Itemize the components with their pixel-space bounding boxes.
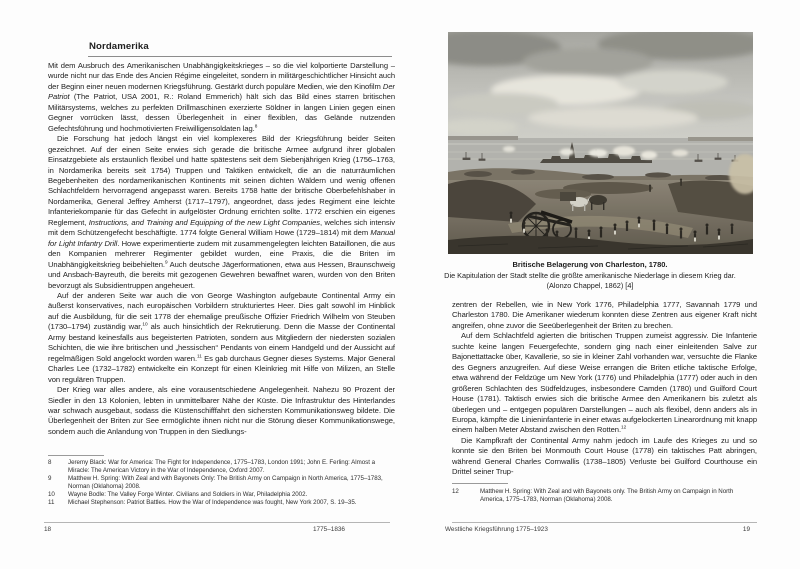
figure-caption-credit: (Alonzo Chappel, 1862) [4] — [546, 281, 634, 291]
chapter-heading: Nordamerika — [89, 41, 149, 52]
figure-caption-text: Die Kapitulation der Stadt stellte die größte amerikanische Niederlage in diesem Krieg dar. — [444, 270, 736, 280]
left-footnotes — [48, 459, 395, 507]
footnote: 9 Matthew H. Spring: With Zeal and with Bayonets Only: The British Army on Campaign in North America, 1775–1783, Norman (Oklahoma) 2008. — [48, 475, 383, 490]
running-title-right: Westliche Kriegsführung 1775–1923 — [445, 526, 548, 533]
left-body-text — [48, 61, 395, 455]
running-title-left: 1775–1836 — [313, 526, 345, 533]
footnote: 12 Matthew H. Spring: With Zeal and with Bayonets only. The British Army on Campaign in North America, 1775–1783, Norman (Oklahoma) 2008. — [452, 488, 734, 503]
figure-caption — [423, 260, 757, 292]
paragraph: Auf dem Schlachtfeld agierten die britischen Truppen zumeist aggressiv. Die Infanterie suchte keine langen Feuergefechte, sondern ging nach einer einleitenden Salve zur Bajonettattacke über, Kavallerie, so sie in kleiner Zahl vorhanden war, versuchte die Flanke des Gegners anzugreifen. Auf diese Weise errangen die Briten etliche taktische Erfolge, etwa während der Feldzüge um New York (1776) und Philadelphia (1777) oder auch in den größeren Schlachten des Südfeldzuges, insbesondere Camden (1780) und Guilford Court House (1781). Taktisch erwies sich die britische Armee den Amerikanern bis zuletzt als überlegen und – entgegen populären Darstellungen – auch als flexibel, denn anders als in Europa, kämpfte die Linieninfanterie in einer etwas aufgelockerten Linearordnung mit knapp einem halben Meter Abstand zwischen den Rotten.$^{12}$ — [452, 331, 757, 435]
footnote-separator-right — [452, 483, 508, 484]
heading-rule — [88, 56, 392, 57]
battle-painting — [448, 32, 753, 254]
right-footnotes — [452, 488, 757, 504]
paragraph: Der Krieg war alles andere, als eine vorausentschiedene Angelegenheit. Nahezu 90 Prozent der Siedler in den 13 Kolonien, lebten in unmittelbarer Nähe der Küste. Die Infrastruktur des Hinterlandes war schwach ausgebaut, sodass die Küstenschifffahrt den sichersten Kommunikationsweg bildete. Die Überlegenheit der Briten zur See ermöglichte ihnen nicht nur die Störung dieser Kommunikationswege, sondern auch die Anlandung von Truppen in den Siedlungs- — [48, 385, 395, 436]
page-number-left: 18 — [44, 526, 52, 533]
figure — [448, 32, 753, 254]
paragraph: Auf der anderen Seite war auch die von George Washington aufgebaute Continental Army ein äußerst konservatives, nach europäischen Vorbildern strukturiertes Heer. Dies galt sowohl im Hinblick auf die Ausbildung, für die seit 1778 der ehemalige preußische Offizier Friedrich Wilhelm von Steuben (1730–1794) zuständig war,$^{10}$ als auch hinsichtlich der Rekrutierung. Denn die Masse der Continental Army bestand keinesfalls aus begeisterten Patrioten, sondern aus Mitgliedern der niedersten sozialen Schichten, die wie ihre britischen und „hessischen“ Pendants von einem Handgeld und der Aussicht auf regelmäßigen Sold angelockt worden waren.$^{11}$ Es gab durchaus Gegner dieses Systems. Major General Charles Lee (1732–1782) entwickelte ein Konzept für einen Kleinkrieg mit Hilfe von Milizen, an Stelle von regulären Truppen. — [48, 290, 395, 384]
page-number-right: 19 — [742, 526, 750, 533]
footnote: 8 Jeremy Black: War for America: The Fight for Independence, 1775–1783, London 1991; John E. Ferling: Almost a Miracle: The American Victory in the War of Independence, Oxford 2007. — [48, 459, 375, 474]
footer-rule-right — [452, 522, 757, 523]
paragraph: Die Forschung hat jedoch längst ein viel komplexeres Bild der Kriegsführung beider Seiten gezeichnet. Auf der einen Seite erwies sich gerade die britische Armee aufgrund ihrer globalen Einsatzgebiete als erstaunlich flexibel und hatte spätestens seit dem Siebenjährigen Krieg (1756–1763, in Nordamerika bereits seit 1754) Truppen und Taktiken entwickelt, die an die naturräumlichen Begebenheiten des nordamerikanischen Kontinents mit seinen dichten Wäldern und wenig offenen Schlachtfeldern hervorragend angepasst waren. Bereits 1758 hatte der britische Oberbefehlshaber in Nordamerika, General Jeffrey Amherst (1717–1797), angeordnet, dass jedes Regiment eine leichte Infanteriekompanie für das Gefecht in aufgelöster Ordnung errichten sollte. 1772 erschien ein eigenes Reglement, Instructions, and Training and Equipping of the new Light Companies, welches sich intensiv mit dem Schützengefecht beschäftigte. 1774 folgte General William Howe (1729–1814) mit dem Manual for Light Infantry Drill. Howe experimentierte zudem mit zusammengelegten leichten Bataillonen, die aus den Kompanien mehrerer Regimenter gebildet wurden, eine Praxis, die die Briten im Unabhängigkeitskrieg beibehielten.$^9$ Auch deutsche Jägerformationen, etwa aus Hessen, Braunschweig und Ansbach-Bayreuth, die bereits mit gezogenen Gewehren bewaffnet waren, wurden von den Briten bevorzugt als Subsidientruppen angeheuert. — [48, 134, 395, 290]
footnote: 11 Michael Stephenson: Patriot Battles. How the War of Independence was fought, New York 2007, S. 19–35. — [48, 499, 357, 506]
footnote: 10 Wayne Bodle: The Valley Forge Winter. Civilians and Soldiers in War, Philadelphia 2002. — [48, 491, 308, 498]
paragraph: Mit dem Ausbruch des Amerikanischen Unabhängigkeitskrieges – so die viel kolportierte Darstellung – wurde nicht nur das Ende des Ancien Régime eingeleitet, sondern in militärgeschichtlicher Hinsicht auch der Beginn einer neuen modernen Kriegsführung. Gestärkt durch populäre Medien, wie den Kinofilm Der Patriot (The Patriot, USA 2001, R.: Roland Emmerich) hält sich das Bild eines starren britischen Militärsystems, welches zu perfekten Drillmaschinen exerzierte Söldner in langen Linien gegen einen Gegner vorrücken lässt, dessen Überlegenheit in einer flexiblen, das Gelände nutzenden Gefechtsführung und hochmotivierten Freiwilligensoldaten lag.$^8$ — [48, 61, 395, 133]
paragraph: Die Kampfkraft der Continental Army nahm jedoch im Laufe des Krieges zu und so konnte sie den Briten bei Monmouth Court House (1778) ein taktisches Patt abringen, während General Charles Cornwallis (1738–1805) Verluste bei Guilford Courthouse ein Drittel seiner Trup- — [452, 435, 757, 477]
paragraph: zentren der Rebellen, wie in New York 1776, Philadelphia 1777, Savannah 1779 und Charleston 1780. Die Amerikaner wiederum konnten diese Zentren aus eigener Kraft nicht angreifen, ohne zuvor die Seeüberlegenheit der Briten zu brechen. — [452, 300, 757, 330]
right-body-text — [452, 300, 757, 484]
footer-rule-left — [44, 522, 390, 523]
footnote-separator-left — [48, 455, 104, 456]
figure-caption-title: Britische Belagerung von Charleston, 1780. — [512, 260, 668, 269]
